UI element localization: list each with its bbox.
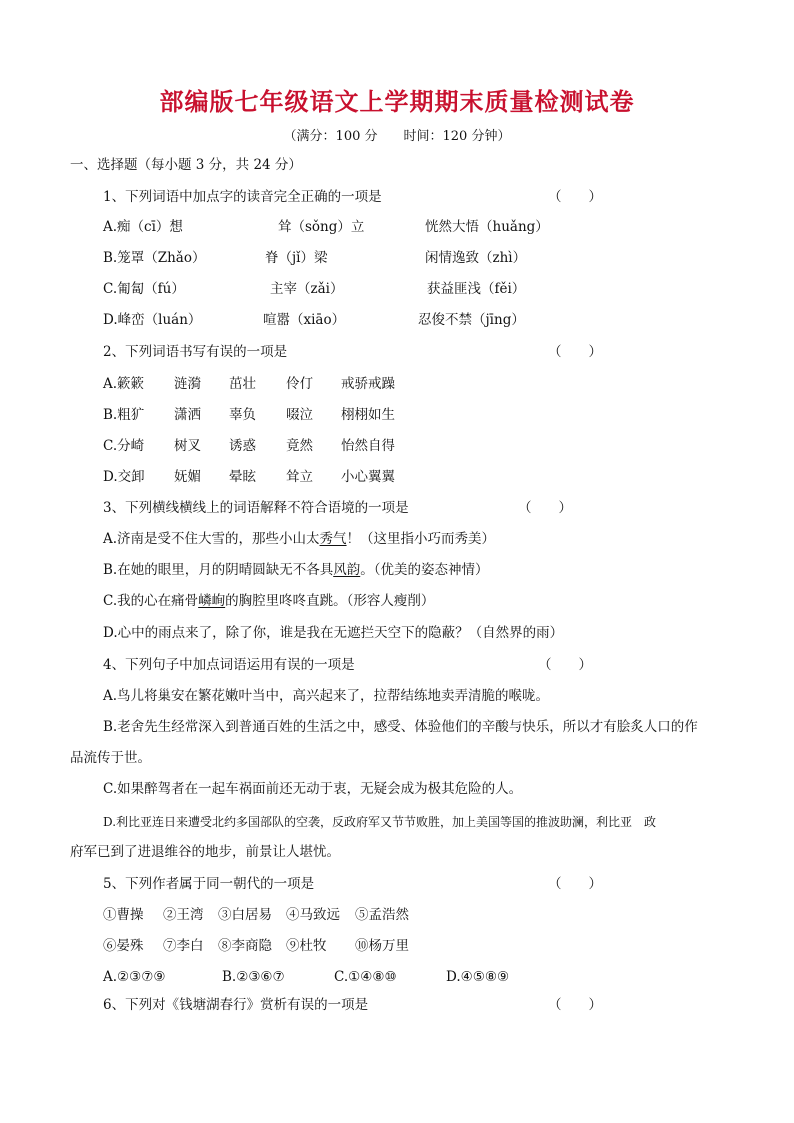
q2-b-4: 啜泣	[286, 407, 313, 423]
q3-option-d: D.心中的雨点来了，除了你，谁是我在无遮拦天空下的隐蔽？（自然界的雨）	[103, 625, 564, 641]
q5-author-6: ⑥晏殊	[103, 938, 144, 954]
q3-b-underlined: 风韵	[333, 562, 361, 578]
q4-option-d-line2: 府军已到了进退维谷的地步，前景让人堪忧。	[70, 844, 340, 860]
q1-answer-blank: （ ）	[548, 189, 602, 205]
q1-stem: 1、下列词语中加点字的读音完全正确的一项是	[103, 189, 382, 205]
q3-answer-blank: （ ）	[518, 500, 572, 516]
q1-option-d-2: 喧嚣（xiāo）	[263, 312, 346, 328]
q5-stem: 5、下列作者属于同一朝代的一项是	[103, 876, 315, 892]
q5-option-d: D.④⑤⑧⑨	[446, 969, 510, 985]
q2-a-3: 茁壮	[229, 376, 256, 392]
q2-d-5: 小心翼翼	[341, 469, 395, 485]
q3-stem: 3、下列横线横线上的词语解释不符合语境的一项是	[103, 500, 409, 516]
q2-answer-blank: （ ）	[548, 344, 602, 360]
q2-a-4: 伶仃	[286, 376, 313, 392]
q3-option-b	[103, 561, 488, 579]
q5-author-9: ⑨杜牧	[286, 938, 327, 954]
q4-answer-blank: （ ）	[538, 657, 592, 673]
q1-option-a-1: A.痴（cī）想	[103, 219, 183, 235]
q5-author-1: ①曹操	[103, 907, 144, 923]
q3-c-note: 的胸腔里咚咚直跳。（形容人瘦削）	[225, 593, 435, 609]
q1-option-c-1: C.匍匐（fú）	[103, 281, 185, 297]
q2-c-2: 树叉	[174, 438, 201, 454]
q2-d-3: 晕眩	[229, 469, 256, 485]
q3-a-text: A.济南是受不住大雪的，那些小山太	[103, 531, 320, 547]
q2-b-3: 辜负	[229, 407, 256, 423]
q4-option-b-line1: B.老舍先生经常深入到普通百姓的生活之中，感受、体验他们的辛酸与快乐，所以才有脍炙人口的作	[103, 719, 698, 735]
q1-option-a-3: 恍然大悟（huǎng）	[425, 219, 549, 235]
q4-option-a: A.鸟儿将巢安在繁花嫩叶当中，高兴起来了，拉帮结练地卖弄清脆的喉咙。	[103, 688, 550, 704]
q1-option-c-3: 获益匪浅（fěi）	[427, 281, 526, 297]
q3-option-a	[103, 530, 495, 548]
q6-answer-blank: （ ）	[548, 997, 602, 1013]
q2-a-5: 戒骄戒躁	[341, 376, 395, 392]
q5-author-2: ②王湾	[163, 907, 204, 923]
q2-a-1: A.簌簌	[103, 376, 145, 392]
q2-c-4: 竟然	[286, 438, 313, 454]
page-title: 部编版七年级语文上学期期末质量检测试卷	[159, 88, 635, 116]
q4-option-d-line1: D.利比亚连日来遭受北约多国部队的空袭，反政府军又节节败胜，加上美国等国的推波助澜，利比亚 政	[103, 815, 657, 829]
q2-d-2: 妩媚	[174, 469, 201, 485]
q5-author-5: ⑤孟浩然	[355, 907, 409, 923]
q5-answer-blank: （ ）	[548, 876, 602, 892]
q3-a-note: ！（这里指小巧而秀美）	[346, 531, 496, 547]
q3-b-text: B.在她的眼里，月的阴晴圆缺无不各具	[103, 562, 334, 578]
q2-stem: 2、下列词语书写有误的一项是	[103, 344, 288, 360]
q5-option-b: B.②③⑥⑦	[222, 969, 285, 985]
q2-c-1: C.分崎	[103, 438, 145, 454]
q5-author-7: ⑦李白	[163, 938, 204, 954]
q1-option-a-2: 耸（sǒng）立	[278, 219, 365, 235]
q2-a-2: 涟漪	[174, 376, 201, 392]
q3-c-underlined: 嶙峋	[198, 593, 226, 609]
q3-c-text: C.我的心在痛骨	[103, 593, 199, 609]
q4-stem: 4、下列句子中加点词语运用有误的一项是	[103, 657, 355, 673]
q2-c-3: 诱惑	[229, 438, 256, 454]
q1-option-b-1: B.笼罩（Zhǎo）	[103, 250, 206, 266]
q3-option-c	[103, 592, 434, 610]
exam-info: （满分：100 分 时间：120 分钟）	[283, 129, 511, 144]
q1-option-c-2: 主宰（zǎi）	[270, 281, 344, 297]
q3-a-underlined: 秀气	[319, 531, 347, 547]
q2-b-2: 潇洒	[174, 407, 201, 423]
q1-option-d-3: 忍俊不禁（jīng）	[418, 312, 525, 328]
q4-option-b-line2: 品流传于世。	[70, 750, 151, 766]
q5-author-3: ③白居易	[218, 907, 272, 923]
q5-author-4: ④马致远	[286, 907, 340, 923]
q3-b-note: 。（优美的姿态神情）	[360, 562, 489, 578]
q5-author-10: ⑩杨万里	[355, 938, 409, 954]
q2-d-1: D.交卸	[103, 469, 145, 485]
q2-b-5: 栩栩如生	[341, 407, 395, 423]
q5-option-a: A.②③⑦⑨	[103, 969, 166, 985]
section-heading: 一、选择题（每小题 3 分，共 24 分）	[70, 157, 302, 173]
q5-option-c: C.①④⑧⑩	[334, 969, 397, 985]
q4-option-c: C.如果醉驾者在一起车祸面前还无动于衷，无疑会成为极其危险的人。	[103, 781, 523, 797]
q2-b-1: B.粗犷	[103, 407, 145, 423]
q2-d-4: 耸立	[286, 469, 313, 485]
q5-author-8: ⑧李商隐	[218, 938, 272, 954]
q2-c-5: 怡然自得	[341, 438, 395, 454]
q6-stem: 6、下列对《钱塘湖春行》赏析有误的一项是	[103, 997, 369, 1013]
q1-option-b-2: 脊（jǐ）梁	[265, 250, 328, 266]
q1-option-d-1: D.峰峦（luán）	[103, 312, 202, 328]
q1-option-b-3: 闲情逸致（zhì）	[425, 250, 527, 266]
